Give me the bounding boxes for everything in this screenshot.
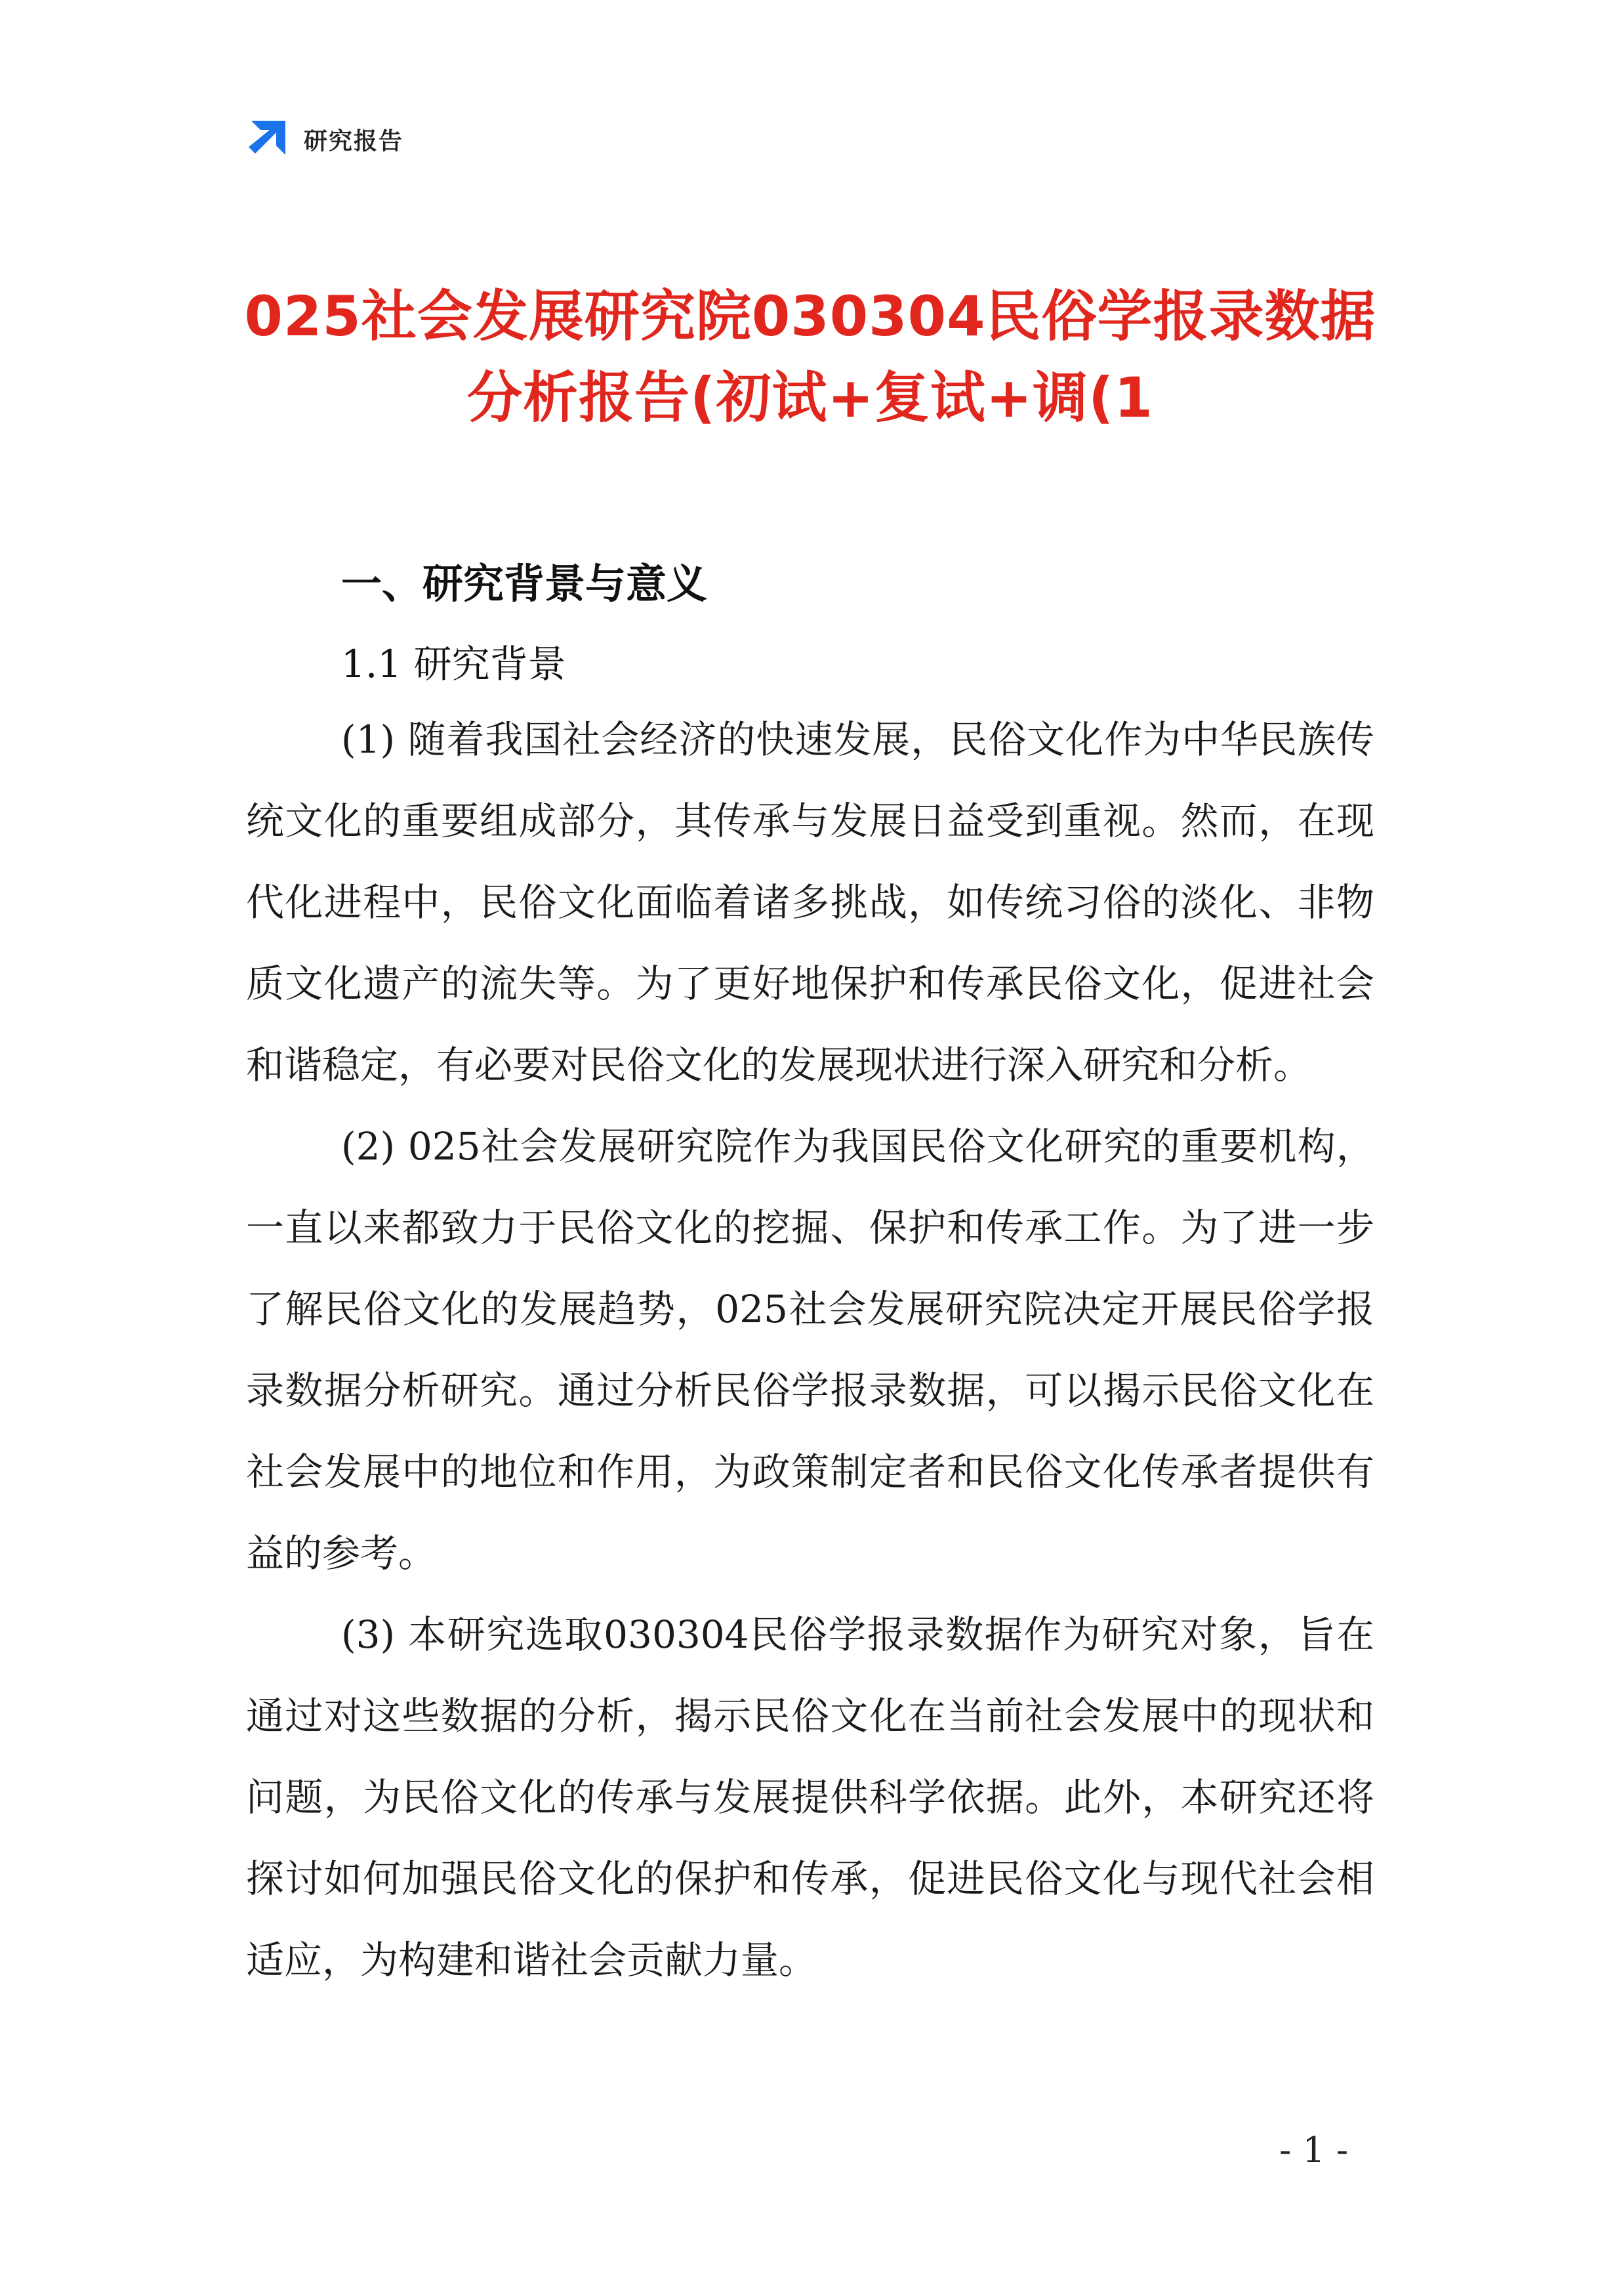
- paragraph-1: (1) 随着我国社会经济的快速发展，民俗文化作为中华民族传统文化的重要组成部分，其传承与发展日益受到重视。然而，在现代化进程中，民俗文化面临着诸多挑战，如传统习俗的淡化、非物质文化遗产的流失等。为了更好地保护和传承民俗文化，促进社会和谐稳定，有必要对民俗文化的发展现状进行深入研究和分析。: [246, 717, 1374, 1087]
- body-text: [246, 699, 1374, 2001]
- report-header: [246, 118, 403, 160]
- paragraph-2: (2) 025社会发展研究院作为我国民俗文化研究的重要机构，一直以来都致力于民俗文化的挖掘、保护和传承工作。为了进一步了解民俗文化的发展趋势，025社会发展研究院决定开展民俗学报录数据分析研究。通过分析民俗学报录数据，可以揭示民俗文化在社会发展中的地位和作用，为政策制定者和民俗文化传承者提供有益的参考。: [246, 1124, 1374, 1576]
- arrow-up-right-icon: [246, 118, 288, 160]
- paragraph-3: (3) 本研究选取030304民俗学报录数据作为研究对象，旨在通过对这些数据的分析，揭示民俗文化在当前社会发展中的现状和问题，为民俗文化的传承与发展提供科学依据。此外，本研究还将探讨如何加强民俗文化的保护和传承，促进民俗文化与现代社会相适应，为构建和谐社会贡献力量。: [246, 1612, 1374, 1982]
- sub-heading: 1.1 研究背景: [341, 642, 566, 686]
- title-line-2: 分析报告(初试+复试+调(1: [467, 365, 1153, 430]
- title-line-1: 025社会发展研究院030304民俗学报录数据: [244, 284, 1376, 348]
- document-title: [216, 276, 1404, 438]
- section-heading: 一、研究背景与意义: [341, 560, 708, 608]
- page-number: - 1 -: [1279, 2129, 1349, 2171]
- header-label: 研究报告: [304, 127, 404, 155]
